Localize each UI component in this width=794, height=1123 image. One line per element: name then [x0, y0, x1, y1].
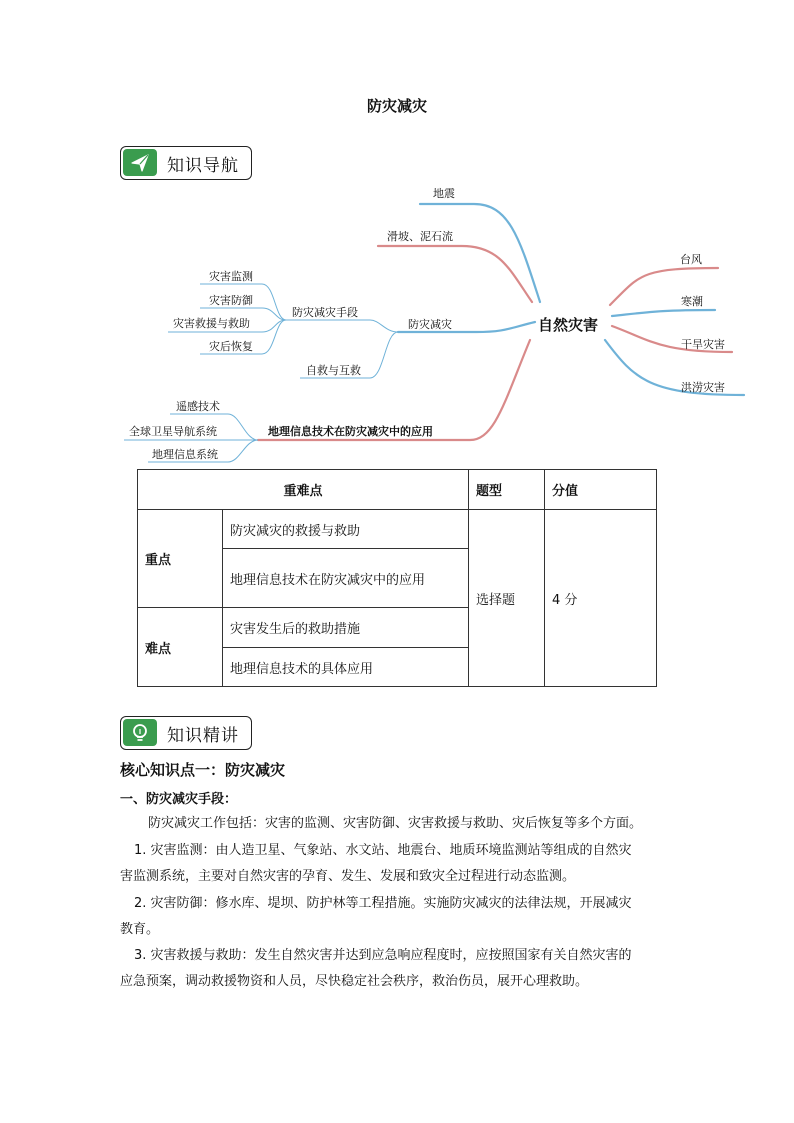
table-cell-type: 选择题: [469, 510, 545, 687]
list-text: 灾害救援与救助：发生自然灾害并达到应急响应程度时，应按照国家有关自然灾害的: [150, 948, 632, 963]
mindmap-node-gis-system: 地理信息系统: [152, 448, 218, 461]
banner-title: 知识导航: [167, 156, 239, 176]
intro-paragraph: 防灾减灾工作包括：灾害的监测、灾害防御、灾害救援与救助、灾后恢复等多个方面。: [148, 816, 643, 831]
list-text: 灾害防御：修水库、堤坝、防护林等工程措施。实施防灾减灾的法律法规，开展减灾: [150, 896, 632, 911]
table-cell: 地理信息技术在防灾减灾中的应用: [223, 549, 469, 608]
mindmap-node-gis: 地理信息技术在防灾减灾中的应用: [268, 425, 433, 438]
list-text: 灾害监测：由人造卫星、气象站、水文站、地震台、地质环境监测站等组成的自然灾: [150, 843, 632, 858]
table-cell: 防灾减灾的救援与救助: [223, 510, 469, 549]
list-number: 1.: [134, 843, 147, 858]
mindmap-root: 自然灾害: [538, 316, 599, 334]
list-item: [134, 943, 694, 969]
page-title: 防灾减灾: [366, 97, 427, 115]
banner-title: 知识精讲: [167, 726, 239, 746]
table-row: [138, 510, 657, 549]
table-group-label: 重点: [138, 510, 223, 608]
mindmap-node-drought: 干旱灾害: [681, 338, 725, 351]
mindmap-node-flood: 洪涝灾害: [681, 381, 725, 394]
mindmap-node-recovery: 灾后恢复: [209, 340, 253, 353]
mindmap-node-gnss: 全球卫星导航系统: [129, 425, 217, 438]
table-cell: 灾害发生后的救助措施: [223, 608, 469, 648]
list-item-continuation: 应急预案，调动救援物资和人员，尽快稳定社会秩序，救治伤员，展开心理救助。: [120, 974, 589, 989]
table-header-row: [138, 470, 657, 510]
mindmap-node-landslide: 滑坡、泥石流: [387, 230, 453, 243]
list-item: [134, 838, 694, 864]
mindmap-node-monitoring: 灾害监测: [209, 270, 253, 283]
lightbulb-icon: [123, 719, 157, 746]
mindmap-node-earthquake: 地震: [433, 187, 455, 200]
table-group-label: 难点: [138, 608, 223, 687]
mindmap-node-prevention: 防灾减灾: [408, 318, 452, 331]
key-points-table: [137, 469, 657, 687]
mindmap-node-remote-sensing: 遥感技术: [176, 400, 220, 413]
knowledge-detail-banner: [120, 716, 252, 750]
table-cell-score: 4 分: [545, 510, 657, 687]
mindmap-node-means: 防灾减灾手段: [292, 306, 358, 319]
table-header: 重难点: [138, 470, 469, 510]
mindmap-node-self-rescue: 自救与互救: [306, 364, 361, 377]
list-item-continuation: 害监测系统，主要对自然灾害的孕育、发生、发展和致灾全过程进行动态监测。: [120, 869, 576, 884]
section-title: 核心知识点一：防灾减灾: [120, 761, 286, 779]
table-header: 分值: [545, 470, 657, 510]
subheading: 一、防灾减灾手段：: [120, 792, 238, 807]
list-item: [134, 891, 694, 917]
mindmap-node-typhoon: 台风: [680, 253, 702, 266]
mindmap-node-cold-wave: 寒潮: [681, 295, 703, 308]
list-number: 2.: [134, 896, 147, 911]
table-cell: 地理信息技术的具体应用: [223, 648, 469, 687]
list-number: 3.: [134, 948, 147, 963]
table-header: 题型: [469, 470, 545, 510]
mindmap-node-defense: 灾害防御: [209, 294, 253, 307]
list-item-continuation: 教育。: [120, 922, 160, 937]
mindmap-node-rescue: 灾害救援与救助: [173, 317, 250, 330]
